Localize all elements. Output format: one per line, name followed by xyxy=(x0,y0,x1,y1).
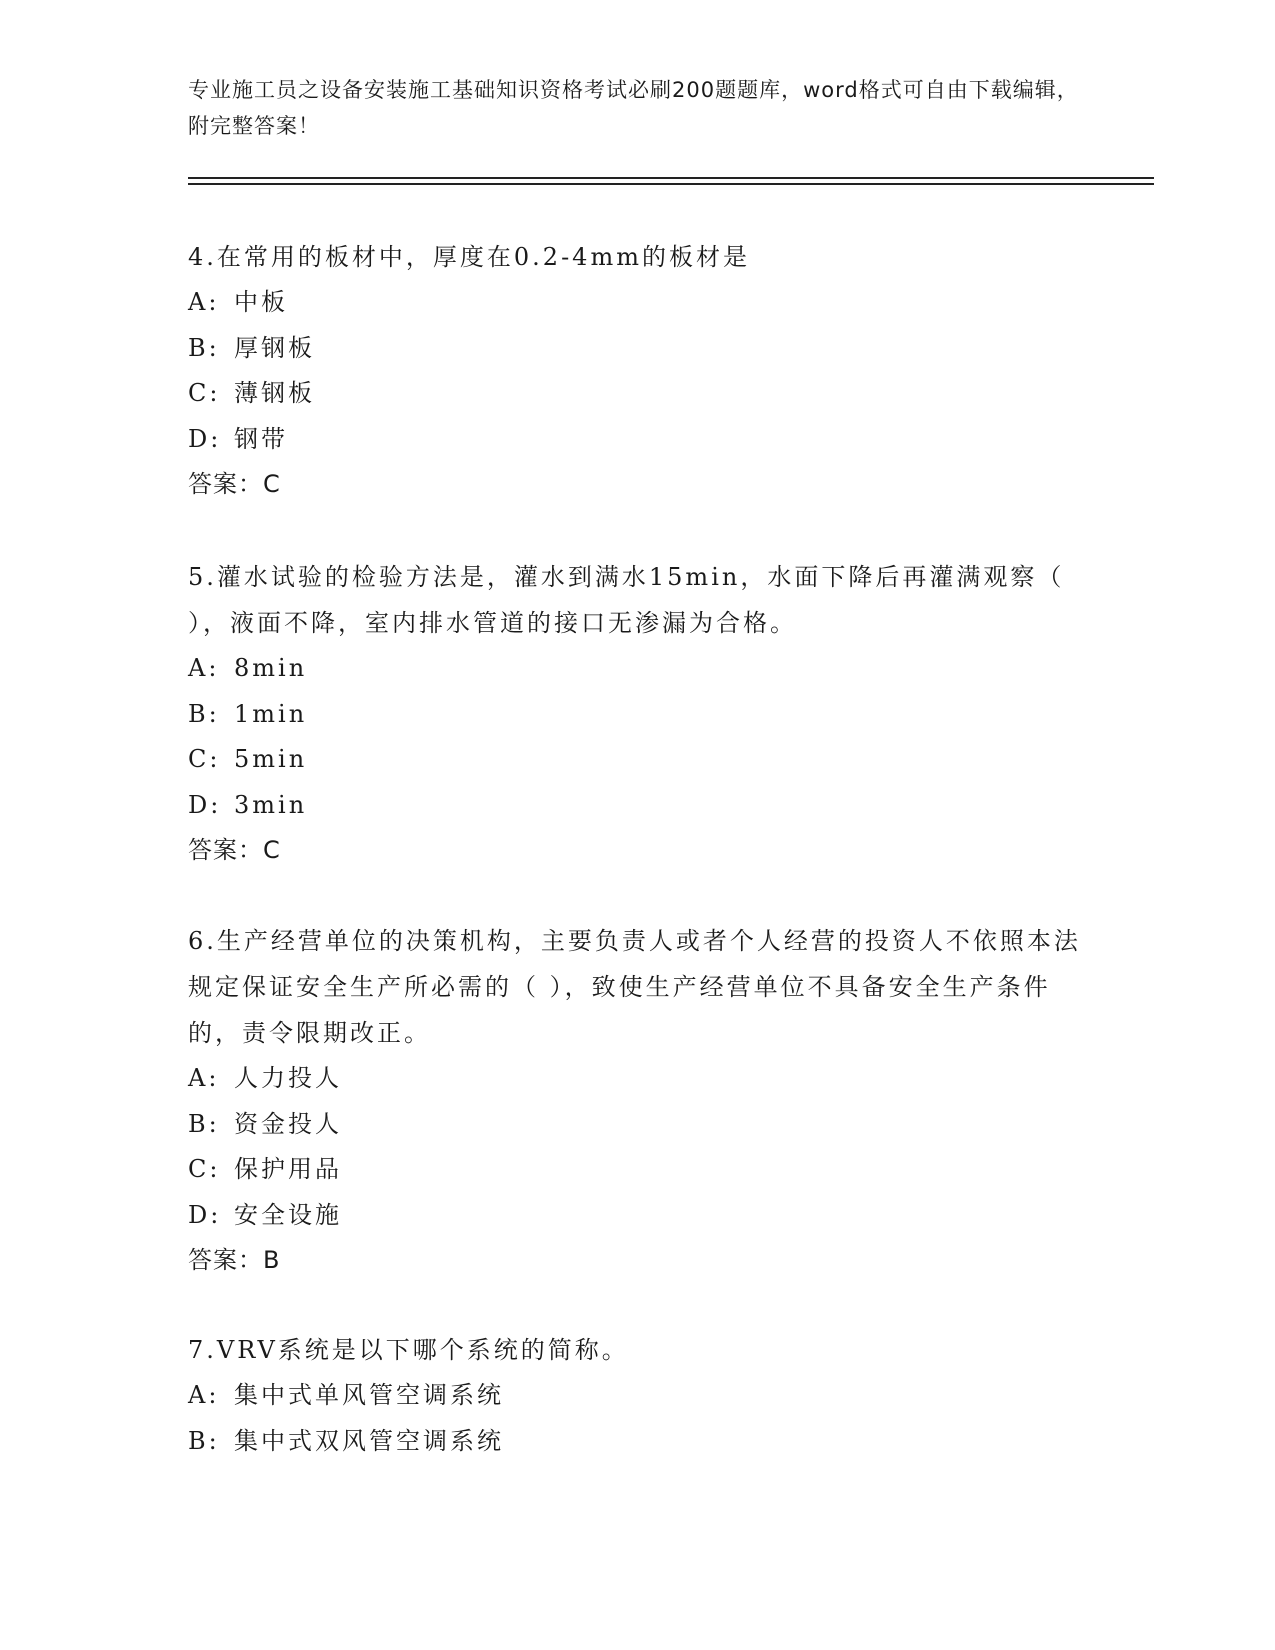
question-5 xyxy=(188,554,1088,874)
option-b xyxy=(188,1102,1088,1148)
question-4 xyxy=(188,234,1088,508)
option-text: 5min xyxy=(234,745,308,773)
option-text: 人力投人 xyxy=(234,1064,342,1092)
option-c xyxy=(188,737,1088,783)
option-letter: A: xyxy=(188,1381,220,1409)
option-text: 资金投人 xyxy=(234,1109,342,1138)
option-letter: A: xyxy=(188,1064,220,1092)
option-text: 薄钢板 xyxy=(234,379,315,407)
option-a xyxy=(188,1373,1088,1419)
question-stem: 4.在常用的板材中，厚度在0.2-4mm的板材是 xyxy=(188,243,750,271)
option-letter: A: xyxy=(188,654,220,682)
option-letter: A: xyxy=(188,288,220,316)
option-text: 厚钢板 xyxy=(234,333,315,362)
option-b xyxy=(188,1419,1088,1465)
option-text: 集中式单风管空调系统 xyxy=(234,1381,504,1409)
option-text: 安全设施 xyxy=(234,1200,342,1229)
option-c xyxy=(188,1147,1088,1193)
option-text: 3min xyxy=(234,790,308,819)
option-b xyxy=(188,692,1088,738)
option-letter: B: xyxy=(188,1109,220,1138)
question-6 xyxy=(188,918,1088,1284)
question-stem: 5.灌水试验的检验方法是，灌水到满水15min，水面下降后再灌满观察（ ），液面不降，室内排水管道的接口无渗漏为合格。 xyxy=(188,563,1065,637)
answer-line: 答案：C xyxy=(188,836,281,864)
option-letter: C: xyxy=(188,379,221,407)
header-divider-top xyxy=(188,177,1154,179)
option-text: 中板 xyxy=(234,288,288,316)
document-header: 专业施工员之设备安装施工基础知识资格考试必刷200题题库，word格式可自由下载编辑，附完整答案！ xyxy=(188,78,1079,138)
option-letter: D: xyxy=(188,424,222,453)
question-stem: 6.生产经营单位的决策机构，主要负责人或者个人经营的投资人不依照本法规定保证安全生产所必需的（ ），致使生产经营单位不具备安全生产条件的，责令限期改正。 xyxy=(188,927,1081,1047)
option-letter: D: xyxy=(188,790,222,819)
option-text: 1min xyxy=(234,699,308,728)
question-7 xyxy=(188,1327,1088,1464)
option-letter: C: xyxy=(188,1155,221,1183)
option-text: 保护用品 xyxy=(234,1155,342,1183)
answer-line: 答案：C xyxy=(188,470,281,498)
option-c xyxy=(188,371,1088,417)
option-d xyxy=(188,783,1088,829)
option-letter: D: xyxy=(188,1200,222,1229)
option-b xyxy=(188,326,1088,372)
option-letter: C: xyxy=(188,745,221,773)
question-stem: 7.VRV系统是以下哪个系统的简称。 xyxy=(188,1336,629,1364)
option-letter: B: xyxy=(188,333,220,362)
option-a xyxy=(188,280,1088,326)
answer-line: 答案：B xyxy=(188,1246,281,1274)
option-text: 钢带 xyxy=(234,424,288,453)
option-text: 集中式双风管空调系统 xyxy=(234,1426,504,1455)
header-divider-bottom xyxy=(188,183,1154,185)
option-d xyxy=(188,1193,1088,1239)
option-letter: B: xyxy=(188,699,220,728)
option-d xyxy=(188,417,1088,463)
option-a xyxy=(188,646,1088,692)
option-a xyxy=(188,1056,1088,1102)
option-letter: B: xyxy=(188,1426,220,1455)
option-text: 8min xyxy=(234,654,308,682)
